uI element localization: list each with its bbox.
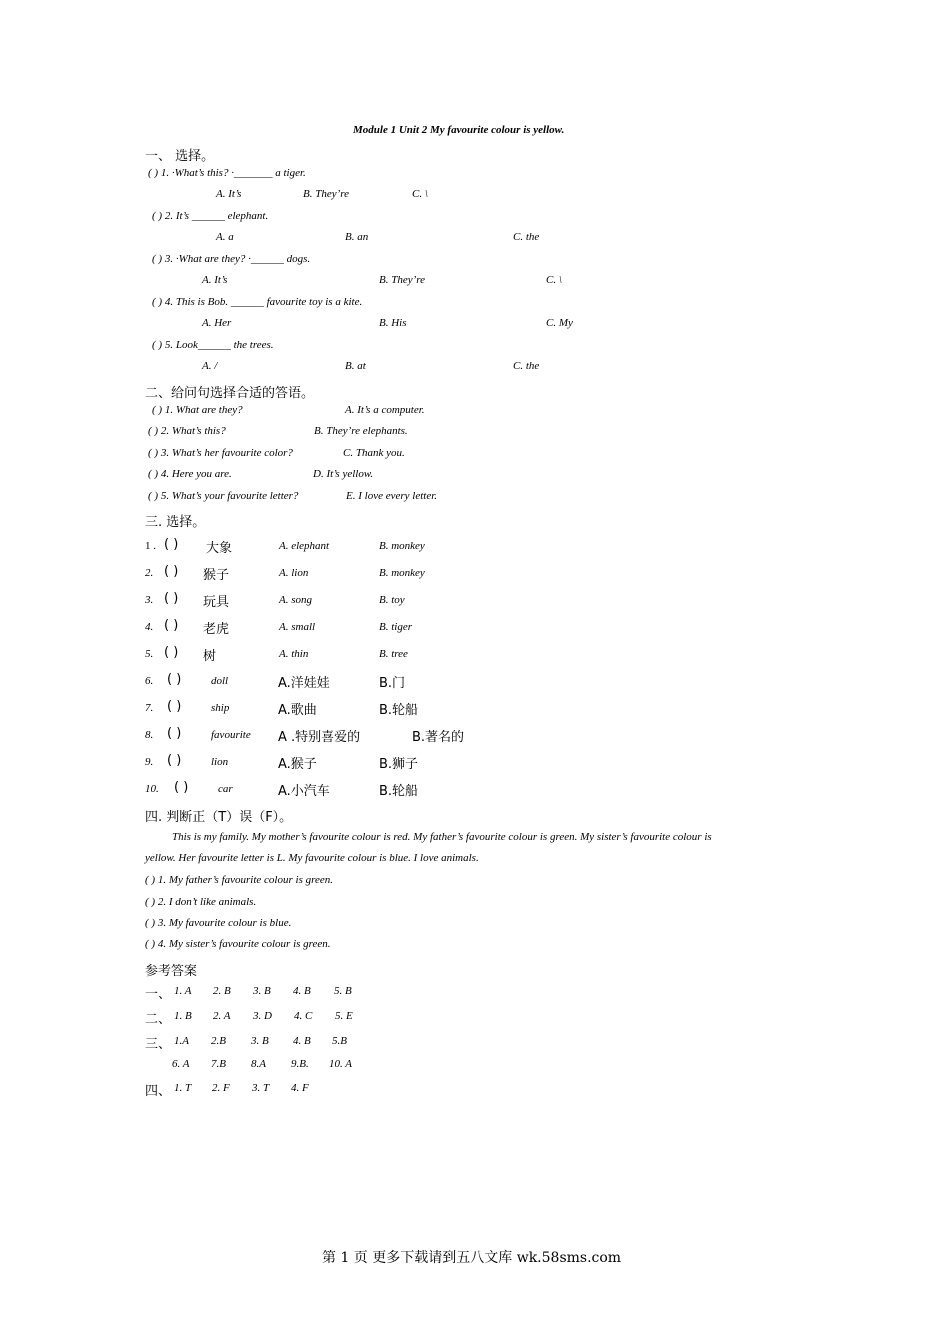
answer-item: 1.A <box>174 1035 189 1047</box>
answers-heading: 参考答案 <box>145 964 198 979</box>
s1-q1-option-c: C. \ <box>412 188 428 200</box>
s1-q1-option-b: B. They’re <box>303 188 350 200</box>
s2-answer-a: A. It’s a computer. <box>345 404 425 416</box>
s3-option-b: B. monkey <box>379 540 425 552</box>
s2-answer-c: C. Thank you. <box>343 447 405 459</box>
s3-number: 5. <box>145 648 154 660</box>
answer-item: 1. B <box>174 1010 192 1022</box>
s3-option-a: A. thin <box>279 648 309 660</box>
s3-word: 玩具 <box>203 595 230 610</box>
section-1-heading: 一、 选择。 <box>145 149 215 164</box>
s3-option-a: A. lion <box>279 567 309 579</box>
s2-answer-d: D. It’s yellow. <box>313 468 374 480</box>
section-3-heading: 三. 选择。 <box>145 515 206 530</box>
s1-question-4: ( ) 4. This is Bob. ______ favourite toy is a kite. <box>152 296 363 308</box>
s3-option-a: A.洋娃娃 <box>278 676 330 691</box>
s2-question-1: ( ) 1. What are they? <box>152 404 243 416</box>
s3-option-b: B. toy <box>379 594 405 606</box>
s3-number: 8. <box>145 729 154 741</box>
s3-number: 1 . <box>145 540 156 552</box>
answer-item: 10. A <box>329 1058 353 1070</box>
s1-q4-option-a: A. Her <box>202 317 232 329</box>
s3-word: 猴子 <box>203 568 230 583</box>
answer-item: 7.B <box>211 1058 226 1070</box>
s3-number: 6. <box>145 675 154 687</box>
answers-row-label: 二、 <box>145 1012 172 1027</box>
s1-q3-option-c: C. \ <box>546 274 562 286</box>
s3-option-b: B. tree <box>379 648 408 660</box>
answer-item: 1. A <box>174 985 192 997</box>
s2-question-3: ( ) 3. What’s her favourite color? <box>148 447 293 459</box>
s4-statement-1: ( ) 1. My father’s favourite colour is green. <box>145 874 333 886</box>
s3-number: 9. <box>145 756 154 768</box>
answer-item: 5.B <box>332 1035 347 1047</box>
s1-q5-option-c: C. the <box>513 360 540 372</box>
s1-q3-option-a: A. It’s <box>202 274 228 286</box>
s3-word: 大象 <box>206 541 233 556</box>
s1-question-5: ( ) 5. Look______ the trees. <box>152 339 274 351</box>
answer-item: 3. B <box>251 1035 269 1047</box>
s2-answer-e: E. I love every letter. <box>346 490 438 502</box>
s3-paren: ( ) <box>164 645 179 660</box>
s3-number: 7. <box>145 702 154 714</box>
answer-item: 4. C <box>294 1010 313 1022</box>
s3-number: 3. <box>145 594 154 606</box>
s3-paren: ( ) <box>167 726 182 741</box>
s1-q4-option-b: B. His <box>379 317 407 329</box>
answer-item: 2. A <box>213 1010 231 1022</box>
s3-paren: ( ) <box>164 564 179 579</box>
s3-word: 树 <box>203 649 217 664</box>
s3-option-b: B.著名的 <box>412 730 465 745</box>
s3-option-a: A .特别喜爱的 <box>278 730 361 745</box>
answer-item: 1. T <box>174 1082 192 1094</box>
s1-q2-option-c: C. the <box>513 231 540 243</box>
s4-statement-2: ( ) 2. I don’t like animals. <box>145 896 257 908</box>
s1-q2-option-a: A. a <box>216 231 234 243</box>
s1-q4-option-c: C. My <box>546 317 573 329</box>
s1-q3-option-b: B. They’re <box>379 274 426 286</box>
answer-item: 2.B <box>211 1035 226 1047</box>
answer-item: 2. F <box>212 1082 230 1094</box>
s3-paren: ( ) <box>167 699 182 714</box>
s3-word: car <box>218 783 233 795</box>
s4-statement-4: ( ) 4. My sister’s favourite colour is green. <box>145 938 331 950</box>
answer-item: 3. B <box>253 985 271 997</box>
s3-number: 2. <box>145 567 154 579</box>
s3-option-a: A.小汽车 <box>278 784 330 799</box>
s3-paren: ( ) <box>174 780 189 795</box>
section-4-heading: 四. 判断正（T）误（F）。 <box>145 810 293 825</box>
s3-option-b: B.轮船 <box>379 703 419 718</box>
s3-option-b: B.狮子 <box>379 757 419 772</box>
s4-statement-3: ( ) 3. My favourite colour is blue. <box>145 917 292 929</box>
s3-option-a: A. song <box>279 594 312 606</box>
page-footer: 第 1 页 更多下载请到五八文库 wk.58sms.com <box>322 1250 622 1266</box>
s3-paren: ( ) <box>164 591 179 606</box>
answer-item: 8.A <box>251 1058 266 1070</box>
section-2-heading: 二、给问句选择合适的答语。 <box>145 386 315 401</box>
reading-passage-line-1: This is my family. My mother’s favourite colour is red. My father’s favourite colour is green. My sister’s favourite colour is <box>172 831 712 843</box>
s3-word: lion <box>211 756 229 768</box>
s3-option-a: A.猴子 <box>278 757 317 772</box>
s3-option-a: A.歌曲 <box>278 703 317 718</box>
s3-word: doll <box>211 675 229 687</box>
s3-option-b: B. monkey <box>379 567 425 579</box>
s3-option-a: A. elephant <box>279 540 330 552</box>
s1-q1-option-a: A. It’s <box>216 188 242 200</box>
s1-q5-option-a: A. / <box>202 360 218 372</box>
s2-answer-b: B. They’re elephants. <box>314 425 408 437</box>
s3-word: ship <box>211 702 230 714</box>
answer-item: 3. D <box>253 1010 272 1022</box>
s1-q5-option-b: B. at <box>345 360 366 372</box>
answer-item: 6. A <box>172 1058 190 1070</box>
answer-item: 2. B <box>213 985 231 997</box>
s3-number: 10. <box>145 783 159 795</box>
answer-item: 5. B <box>334 985 352 997</box>
s2-question-5: ( ) 5. What’s your favourite letter? <box>148 490 299 502</box>
s1-question-2: ( ) 2. It’s ______ elephant. <box>152 210 269 222</box>
answer-item: 4. B <box>293 985 311 997</box>
answer-item: 4. F <box>291 1082 309 1094</box>
answers-row-label: 三、 <box>145 1037 172 1052</box>
s3-number: 4. <box>145 621 154 633</box>
answers-row-label: 一、 <box>145 987 172 1002</box>
s1-question-3: ( ) 3. ·What are they? ·______ dogs. <box>152 253 311 265</box>
s3-paren: ( ) <box>164 537 179 552</box>
s3-paren: ( ) <box>167 672 182 687</box>
s2-question-4: ( ) 4. Here you are. <box>148 468 232 480</box>
s3-word: favourite <box>211 729 251 741</box>
s3-option-b: B.轮船 <box>379 784 419 799</box>
answers-row-label: 四、 <box>145 1084 172 1099</box>
s3-paren: ( ) <box>167 753 182 768</box>
reading-passage-line-2: yellow. Her favourite letter is L. My favourite colour is blue. I love animals. <box>145 852 479 864</box>
s2-question-2: ( ) 2. What’s this? <box>148 425 226 437</box>
s1-question-1: ( ) 1. ·What’s this? ·_______ a tiger. <box>148 167 306 179</box>
s3-option-a: A. small <box>279 621 316 633</box>
answer-item: 9.B. <box>291 1058 309 1070</box>
answer-item: 3. T <box>252 1082 270 1094</box>
page-title: Module 1 Unit 2 My favourite colour is yellow. <box>353 124 565 136</box>
answer-item: 5. E <box>335 1010 353 1022</box>
s3-option-b: B. tiger <box>379 621 412 633</box>
s3-option-b: B.门 <box>379 676 406 691</box>
s3-word: 老虎 <box>203 622 230 637</box>
s3-paren: ( ) <box>164 618 179 633</box>
s1-q2-option-b: B. an <box>345 231 369 243</box>
answer-item: 4. B <box>293 1035 311 1047</box>
